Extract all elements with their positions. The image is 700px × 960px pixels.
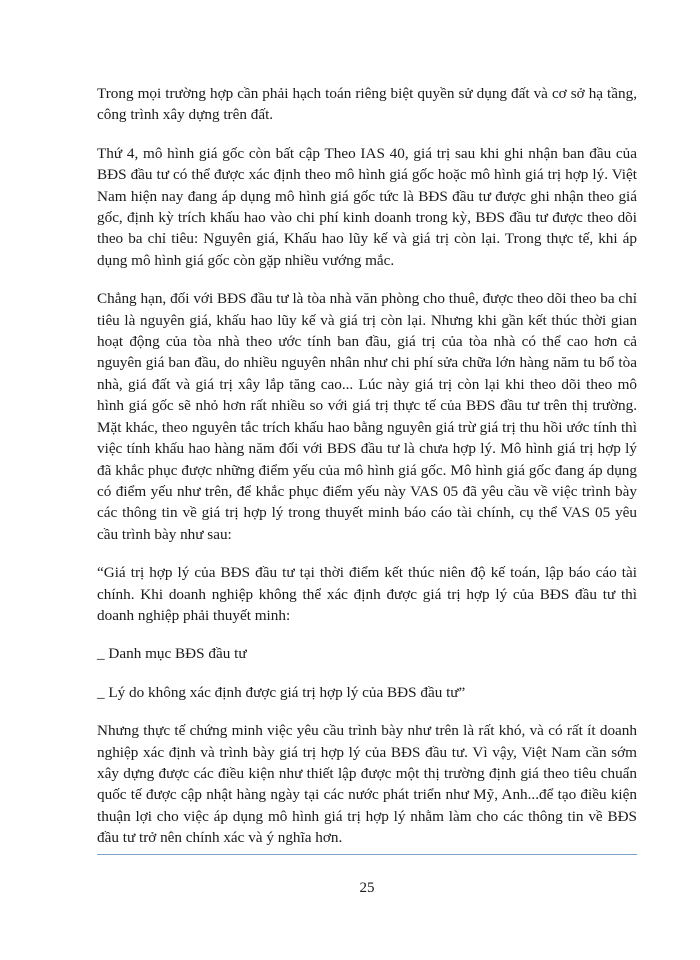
paragraph-vas05-quote: “Giá trị hợp lý của BĐS đầu tư tại thời điểm kết thúc niên độ kế toán, lập báo cáo tài chính. Khi doanh nghiệp không thể xác định được giá trị hợp lý của BĐS đầu tư thì doanh nghiệp phải thuyết minh:: [97, 564, 637, 624]
footer-divider: [97, 854, 637, 855]
paragraph-cost-model-issue: Thứ 4, mô hình giá gốc còn bất cập Theo IAS 40, giá trị sau khi ghi nhận ban đầu của BĐS đầu tư có thể được xác định theo mô hình giá gốc hoặc mô hình giá trị hợp lý. Việt Nam hiện nay đang áp dụng mô hình giá gốc tức là BĐS đầu tư được ghi nhận theo giá gốc, định kỳ trích khấu hao vào chi phí kinh doanh trong kỳ, BĐS đầu tư được theo dõi theo ba chỉ tiêu: Nguyên giá, Khấu hao lũy kế và giá trị còn lại. Trong thực tế, khi áp dụng mô hình giá gốc còn gặp nhiều vướng mắc.: [97, 144, 637, 269]
paragraph-conclusion: Nhưng thực tế chứng minh việc yêu cầu trình bày như trên là rất khó, và có rất ít doanh nghiệp xác định và trình bày giá trị hợp lý của BĐS đầu tư. Vì vậy, Việt Nam cần sớm xây dựng được các điều kiện như thiết lập được một thị trường định giá theo tiêu chuẩn quốc tế được cập nhật hàng ngày tại các nước phát triển như Mỹ, Anh...để tạo điều kiện thuận lợi cho việc áp dụng mô hình giá trị hợp lý nhằm làm cho các thông tin về BĐS đầu tư trở nên chính xác và ý nghĩa hơn.: [97, 722, 637, 847]
body-text: [97, 83, 637, 866]
list-item-reason: _ Lý do không xác định được giá trị hợp lý của BĐS đầu tư”: [97, 683, 466, 701]
paragraph-office-building-example: Chẳng hạn, đối với BĐS đầu tư là tòa nhà văn phòng cho thuê, được theo dõi theo ba chỉ tiêu là nguyên giá, khấu hao lũy kế và giá trị còn lại. Nhưng khi gần kết thúc thời gian hoạt động của tòa nhà theo ước tính ban đầu, giá trị của tòa nhà có thể cao hơn cả nguyên giá ban đầu, do nhiều nguyên nhân như chi phí sửa chữa lớn hàng năm tu bổ tòa nhà, giá đất và giá trị xây lắp tăng cao... Lúc này giá trị còn lại khi theo dõi theo mô hình giá gốc sẽ nhỏ hơn rất nhiều so với giá trị thực tế của BĐS đầu tư trên thị trường. Mặt khác, theo nguyên tắc trích khấu hao bằng nguyên giá trừ giá trị thu hồi ước tính thì việc tính khấu hao hàng năm đối với BĐS đầu tư là chưa hợp lý. Mô hình giá trị hợp lý đã khắc phục được những điểm yếu của mô hình giá gốc. Mô hình giá gốc đang áp dụng có điểm yếu như trên, để khắc phục điểm yếu này VAS 05 đã yêu cầu về việc trình bày các thông tin về giá trị hợp lý trong thuyết minh báo cáo tài chính, cụ thể VAS 05 yêu cầu trình bày như sau:: [97, 290, 637, 543]
paragraph-land-rights: Trong mọi trường hợp cần phải hạch toán riêng biệt quyền sử dụng đất và cơ sở hạ tầng, công trình xây dựng trên đất.: [97, 85, 637, 124]
list-item-portfolio: _ Danh mục BĐS đầu tư: [97, 645, 247, 663]
page-number: 25: [359, 880, 375, 896]
